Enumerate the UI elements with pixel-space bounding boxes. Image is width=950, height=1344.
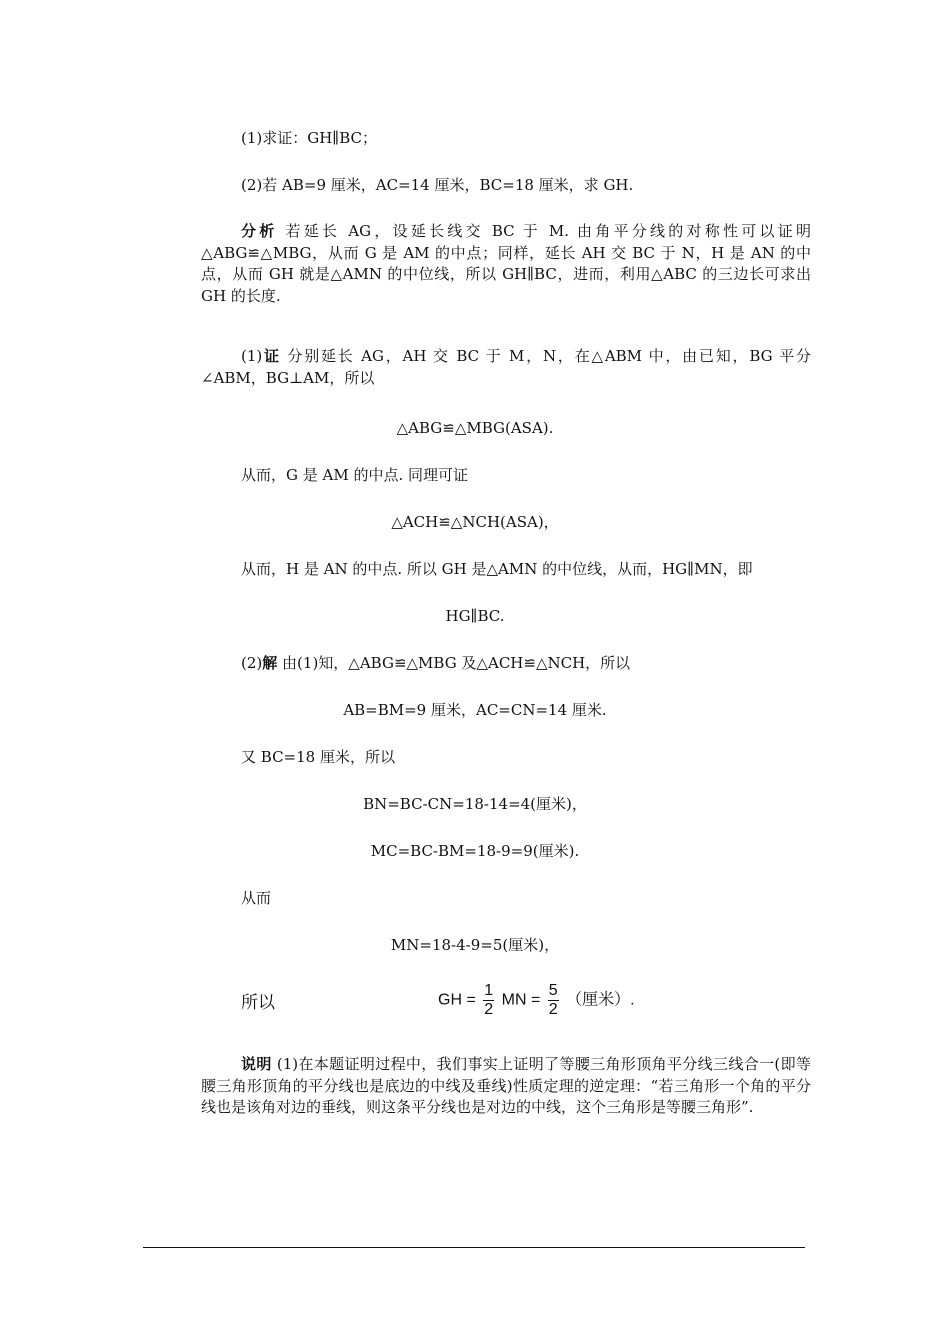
note-label: 说明 — [241, 1055, 272, 1073]
footer-divider — [143, 1247, 805, 1248]
solution-equation-4: MN=18-4-9=5(厘米)， — [390, 936, 560, 954]
proof-paragraph — [201, 346, 811, 389]
fraction-numerator: 5 — [548, 982, 558, 999]
solution-equation-1: AB=BM=9 厘米，AC=CN=14 厘米. — [343, 701, 607, 719]
proof-line-2: 从而，G 是 AM 的中点. 同理可证 — [241, 466, 469, 484]
solution-prefix: (2) — [241, 654, 263, 672]
analysis-text: 若延长 AG，设延长线交 BC 于 M. 由角平分线的对称性可以证明△ABG≌△MBG，从而 G 是 AM 的中点；同样，延长 AH 交 BC 于 N，H 是 AN 的中点，从而 GH 就是△AMN 的中位线，所以 GH∥BC，进而，利用△ABC 的三边长可求出 GH 的长度. — [201, 222, 811, 305]
formula-unit: （厘米）. — [566, 991, 635, 1009]
note-paragraph — [201, 1054, 811, 1119]
solution-line-2: 又 BC=18 厘米，所以 — [241, 748, 395, 766]
solution-line-3: 从而 — [241, 889, 272, 907]
proof-equation-1: △ABG≌△MBG(ASA). — [396, 419, 554, 437]
fraction-five-halves — [548, 982, 559, 1019]
fraction-denominator: 2 — [484, 1001, 494, 1018]
fraction-numerator: 1 — [484, 982, 494, 999]
solution-line-4: 所以 — [241, 993, 275, 1013]
fraction-denominator: 2 — [548, 1001, 558, 1018]
solution-equation-3: MC=BC-BM=18-9=9(厘米). — [370, 842, 580, 860]
analysis-paragraph — [201, 221, 811, 307]
solution-text: 由(1)知，△ABG≌△MBG 及△ACH≌△NCH，所以 — [282, 654, 631, 672]
fraction-one-half — [483, 982, 494, 1019]
proof-line-3: 从而，H 是 AN 的中点. 所以 GH 是△AMN 的中位线，从而，HG∥MN，即 — [241, 560, 753, 578]
question-1: (1)求证：GH∥BC； — [241, 129, 378, 147]
proof-equation-2: △ACH≌△NCH(ASA)， — [391, 513, 559, 531]
solution-equation-2: BN=BC-CN=18-14=4(厘米)， — [363, 795, 587, 813]
proof-text: 分别延长 AG，AH 交 BC 于 M，N，在△ABM 中，由已知，BG 平分∠ABM，BG⊥AM，所以 — [201, 347, 811, 387]
proof-prefix: (1) — [241, 347, 263, 365]
proof-equation-3: HG∥BC. — [445, 607, 505, 625]
formula-lhs: GH = — [438, 991, 476, 1009]
note-text: (1)在本题证明过程中，我们事实上证明了等腰三角形顶角平分线三线合一(即等腰三角形顶角的平分线也是底边的中线及垂线)性质定理的逆定理：“若三角形一个角的平分线也是该角对边的垂线，则这条平分线也是对边的中线，这个三角形是等腰三角形”. — [201, 1055, 811, 1116]
question-2: (2)若 AB=9 厘米，AC=14 厘米，BC=18 厘米，求 GH. — [241, 176, 634, 194]
solution-line-1 — [241, 652, 630, 674]
final-formula — [438, 982, 635, 1019]
solution-label: 解 — [262, 654, 278, 672]
proof-label: 证 — [262, 347, 281, 365]
formula-middle: MN = — [501, 991, 541, 1009]
analysis-label: 分析 — [241, 222, 278, 240]
